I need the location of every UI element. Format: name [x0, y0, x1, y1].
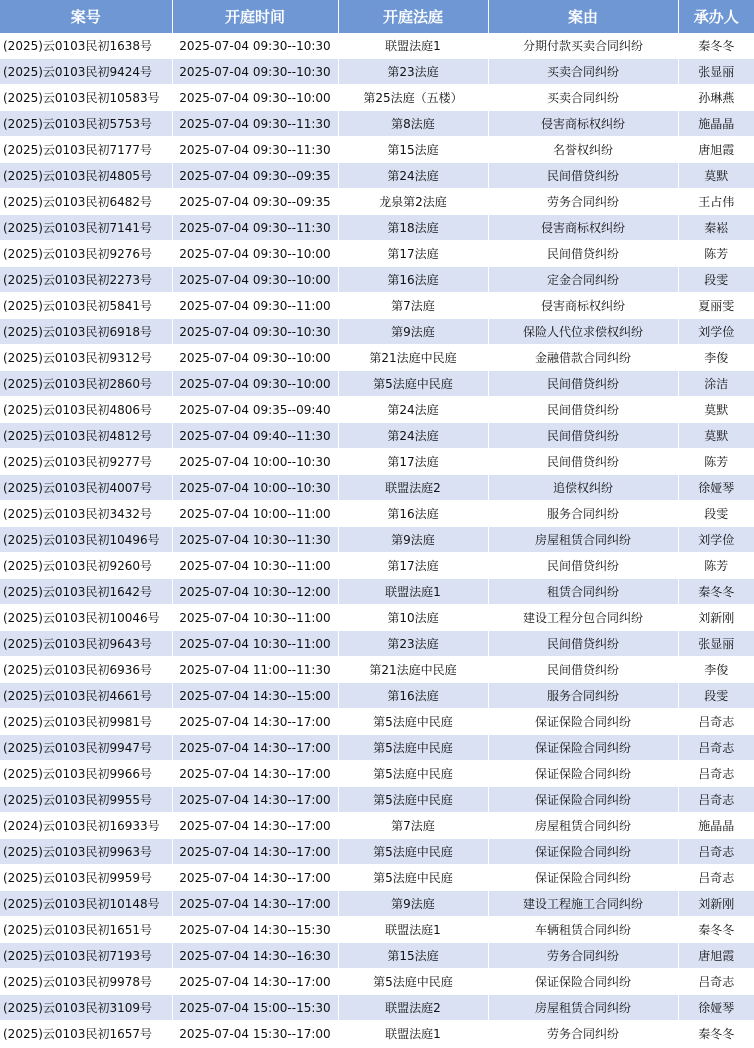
header-judge: 承办人 [678, 0, 754, 33]
case-number-cell: (2025)云0103民初9966号 [0, 761, 172, 787]
table-row [0, 657, 754, 683]
table-row [0, 709, 754, 735]
case-cause-cell: 保证保险合同纠纷 [488, 709, 678, 735]
courtroom-cell: 第10法庭 [338, 605, 488, 631]
courtroom-cell: 第25法庭（五楼） [338, 85, 488, 111]
judge-cell: 秦冬冬 [678, 579, 754, 605]
table-row [0, 397, 754, 423]
judge-cell: 唐旭霞 [678, 943, 754, 969]
courtroom-cell: 第5法庭中民庭 [338, 865, 488, 891]
case-cause-cell: 名誉权纠纷 [488, 137, 678, 163]
case-cause-cell: 建设工程施工合同纠纷 [488, 891, 678, 917]
table-row [0, 319, 754, 345]
judge-cell: 徐娅琴 [678, 475, 754, 501]
judge-cell: 吕奇志 [678, 709, 754, 735]
hearing-time-cell: 2025-07-04 10:30--11:00 [172, 605, 338, 631]
case-cause-cell: 民间借贷纠纷 [488, 371, 678, 397]
case-cause-cell: 建设工程分包合同纠纷 [488, 605, 678, 631]
header-case-number: 案号 [0, 0, 172, 33]
judge-cell: 李俊 [678, 345, 754, 371]
table-row [0, 267, 754, 293]
table-row [0, 1021, 754, 1047]
judge-cell: 刘学俭 [678, 527, 754, 553]
case-cause-cell: 保证保险合同纠纷 [488, 865, 678, 891]
judge-cell: 秦崧 [678, 215, 754, 241]
hearing-time-cell: 2025-07-04 09:30--10:30 [172, 33, 338, 59]
hearing-time-cell: 2025-07-04 14:30--17:00 [172, 709, 338, 735]
case-cause-cell: 民间借贷纠纷 [488, 553, 678, 579]
case-number-cell: (2025)云0103民初9955号 [0, 787, 172, 813]
case-cause-cell: 侵害商标权纠纷 [488, 293, 678, 319]
case-cause-cell: 侵害商标权纠纷 [488, 215, 678, 241]
table-row [0, 839, 754, 865]
judge-cell: 李俊 [678, 657, 754, 683]
hearing-time-cell: 2025-07-04 09:35--09:40 [172, 397, 338, 423]
table-row [0, 605, 754, 631]
courtroom-cell: 第16法庭 [338, 267, 488, 293]
courtroom-cell: 第5法庭中民庭 [338, 761, 488, 787]
case-number-cell: (2025)云0103民初9959号 [0, 865, 172, 891]
case-number-cell: (2025)云0103民初4805号 [0, 163, 172, 189]
judge-cell: 陈芳 [678, 241, 754, 267]
case-number-cell: (2025)云0103民初9981号 [0, 709, 172, 735]
judge-cell: 莫默 [678, 423, 754, 449]
judge-cell: 吕奇志 [678, 839, 754, 865]
case-cause-cell: 保证保险合同纠纷 [488, 969, 678, 995]
case-number-cell: (2025)云0103民初9276号 [0, 241, 172, 267]
judge-cell: 陈芳 [678, 553, 754, 579]
judge-cell: 刘新刚 [678, 605, 754, 631]
judge-cell: 夏丽雯 [678, 293, 754, 319]
courtroom-cell: 第8法庭 [338, 111, 488, 137]
judge-cell: 段雯 [678, 267, 754, 293]
case-number-cell: (2025)云0103民初5753号 [0, 111, 172, 137]
table-row [0, 215, 754, 241]
case-number-cell: (2025)云0103民初6482号 [0, 189, 172, 215]
case-number-cell: (2025)云0103民初1642号 [0, 579, 172, 605]
case-cause-cell: 房屋租赁合同纠纷 [488, 813, 678, 839]
courtroom-cell: 第17法庭 [338, 553, 488, 579]
courtroom-cell: 第5法庭中民庭 [338, 371, 488, 397]
hearing-time-cell: 2025-07-04 09:30--10:30 [172, 59, 338, 85]
hearing-time-cell: 2025-07-04 14:30--15:00 [172, 683, 338, 709]
case-number-cell: (2025)云0103民初4661号 [0, 683, 172, 709]
table-row [0, 891, 754, 917]
case-number-cell: (2025)云0103民初1638号 [0, 33, 172, 59]
case-cause-cell: 民间借贷纠纷 [488, 657, 678, 683]
courtroom-cell: 第5法庭中民庭 [338, 969, 488, 995]
courtroom-cell: 第24法庭 [338, 397, 488, 423]
case-cause-cell: 分期付款买卖合同纠纷 [488, 33, 678, 59]
hearing-time-cell: 2025-07-04 14:30--16:30 [172, 943, 338, 969]
case-number-cell: (2025)云0103民初9963号 [0, 839, 172, 865]
table-row [0, 761, 754, 787]
table-row [0, 241, 754, 267]
case-cause-cell: 民间借贷纠纷 [488, 241, 678, 267]
hearing-time-cell: 2025-07-04 14:30--15:30 [172, 917, 338, 943]
table-row [0, 527, 754, 553]
courtroom-cell: 联盟法庭1 [338, 33, 488, 59]
table-row [0, 995, 754, 1021]
case-cause-cell: 民间借贷纠纷 [488, 397, 678, 423]
case-number-cell: (2025)云0103民初7193号 [0, 943, 172, 969]
table-row [0, 969, 754, 995]
case-number-cell: (2025)云0103民初1651号 [0, 917, 172, 943]
judge-cell: 秦冬冬 [678, 33, 754, 59]
case-number-cell: (2025)云0103民初4806号 [0, 397, 172, 423]
hearing-time-cell: 2025-07-04 09:30--09:35 [172, 163, 338, 189]
hearing-time-cell: 2025-07-04 10:00--10:30 [172, 475, 338, 501]
hearing-time-cell: 2025-07-04 09:30--11:30 [172, 137, 338, 163]
hearing-time-cell: 2025-07-04 11:00--11:30 [172, 657, 338, 683]
table-row [0, 683, 754, 709]
hearing-time-cell: 2025-07-04 14:30--17:00 [172, 761, 338, 787]
case-cause-cell: 劳务合同纠纷 [488, 1021, 678, 1047]
header-case-cause: 案由 [488, 0, 678, 33]
table-row [0, 943, 754, 969]
hearing-time-cell: 2025-07-04 09:30--11:00 [172, 293, 338, 319]
case-cause-cell: 定金合同纠纷 [488, 267, 678, 293]
case-cause-cell: 保险人代位求偿权纠纷 [488, 319, 678, 345]
hearing-time-cell: 2025-07-04 10:30--11:00 [172, 553, 338, 579]
table-row [0, 475, 754, 501]
table-row [0, 579, 754, 605]
case-number-cell: (2025)云0103民初6918号 [0, 319, 172, 345]
courtroom-cell: 第5法庭中民庭 [338, 787, 488, 813]
table-row [0, 137, 754, 163]
table-row [0, 813, 754, 839]
case-cause-cell: 劳务合同纠纷 [488, 189, 678, 215]
case-cause-cell: 车辆租赁合同纠纷 [488, 917, 678, 943]
courtroom-cell: 第16法庭 [338, 501, 488, 527]
case-number-cell: (2025)云0103民初10583号 [0, 85, 172, 111]
judge-cell: 张显丽 [678, 631, 754, 657]
case-number-cell: (2024)云0103民初16933号 [0, 813, 172, 839]
hearing-time-cell: 2025-07-04 10:30--12:00 [172, 579, 338, 605]
judge-cell: 吕奇志 [678, 969, 754, 995]
table-row [0, 371, 754, 397]
judge-cell: 秦冬冬 [678, 1021, 754, 1047]
judge-cell: 段雯 [678, 683, 754, 709]
courtroom-cell: 第18法庭 [338, 215, 488, 241]
table-row [0, 501, 754, 527]
case-cause-cell: 劳务合同纠纷 [488, 943, 678, 969]
case-number-cell: (2025)云0103民初10046号 [0, 605, 172, 631]
courtroom-cell: 第15法庭 [338, 137, 488, 163]
case-cause-cell: 买卖合同纠纷 [488, 85, 678, 111]
courtroom-cell: 第16法庭 [338, 683, 488, 709]
judge-cell: 陈芳 [678, 449, 754, 475]
case-number-cell: (2025)云0103民初9978号 [0, 969, 172, 995]
table-row [0, 865, 754, 891]
case-number-cell: (2025)云0103民初3109号 [0, 995, 172, 1021]
case-number-cell: (2025)云0103民初9312号 [0, 345, 172, 371]
judge-cell: 刘学俭 [678, 319, 754, 345]
courtroom-cell: 第5法庭中民庭 [338, 709, 488, 735]
case-cause-cell: 民间借贷纠纷 [488, 163, 678, 189]
hearing-time-cell: 2025-07-04 09:30--11:30 [172, 111, 338, 137]
case-number-cell: (2025)云0103民初9643号 [0, 631, 172, 657]
hearing-time-cell: 2025-07-04 09:30--09:35 [172, 189, 338, 215]
case-number-cell: (2025)云0103民初10148号 [0, 891, 172, 917]
hearing-time-cell: 2025-07-04 09:30--10:00 [172, 345, 338, 371]
case-cause-cell: 追偿权纠纷 [488, 475, 678, 501]
courtroom-cell: 联盟法庭1 [338, 579, 488, 605]
header-courtroom: 开庭法庭 [338, 0, 488, 33]
table-row [0, 33, 754, 59]
case-cause-cell: 侵害商标权纠纷 [488, 111, 678, 137]
judge-cell: 吕奇志 [678, 865, 754, 891]
case-cause-cell: 房屋租赁合同纠纷 [488, 995, 678, 1021]
table-row [0, 553, 754, 579]
courtroom-cell: 龙泉第2法庭 [338, 189, 488, 215]
case-cause-cell: 租赁合同纠纷 [488, 579, 678, 605]
table-row [0, 631, 754, 657]
courtroom-cell: 第24法庭 [338, 423, 488, 449]
case-cause-cell: 民间借贷纠纷 [488, 423, 678, 449]
table-row [0, 735, 754, 761]
case-number-cell: (2025)云0103民初9277号 [0, 449, 172, 475]
table-row [0, 59, 754, 85]
table-row [0, 917, 754, 943]
judge-cell: 莫默 [678, 397, 754, 423]
table-row [0, 189, 754, 215]
courtroom-cell: 第23法庭 [338, 631, 488, 657]
judge-cell: 刘新刚 [678, 891, 754, 917]
case-cause-cell: 民间借贷纠纷 [488, 449, 678, 475]
case-number-cell: (2025)云0103民初9424号 [0, 59, 172, 85]
courtroom-cell: 联盟法庭1 [338, 917, 488, 943]
case-cause-cell: 民间借贷纠纷 [488, 631, 678, 657]
table-row [0, 163, 754, 189]
case-number-cell: (2025)云0103民初3432号 [0, 501, 172, 527]
courtroom-cell: 联盟法庭2 [338, 995, 488, 1021]
courtroom-cell: 第9法庭 [338, 319, 488, 345]
case-cause-cell: 保证保险合同纠纷 [488, 761, 678, 787]
hearing-time-cell: 2025-07-04 14:30--17:00 [172, 969, 338, 995]
hearing-time-cell: 2025-07-04 09:40--11:30 [172, 423, 338, 449]
judge-cell: 张显丽 [678, 59, 754, 85]
judge-cell: 施晶晶 [678, 111, 754, 137]
hearing-time-cell: 2025-07-04 14:30--17:00 [172, 813, 338, 839]
hearing-time-cell: 2025-07-04 14:30--17:00 [172, 787, 338, 813]
judge-cell: 段雯 [678, 501, 754, 527]
table-row [0, 449, 754, 475]
case-cause-cell: 服务合同纠纷 [488, 683, 678, 709]
case-number-cell: (2025)云0103民初4007号 [0, 475, 172, 501]
table-row [0, 345, 754, 371]
courtroom-cell: 第7法庭 [338, 293, 488, 319]
case-cause-cell: 金融借款合同纠纷 [488, 345, 678, 371]
hearing-time-cell: 2025-07-04 14:30--17:00 [172, 735, 338, 761]
case-number-cell: (2025)云0103民初10496号 [0, 527, 172, 553]
courtroom-cell: 第7法庭 [338, 813, 488, 839]
header-hearing-time: 开庭时间 [172, 0, 338, 33]
courtroom-cell: 联盟法庭2 [338, 475, 488, 501]
hearing-time-cell: 2025-07-04 14:30--17:00 [172, 839, 338, 865]
courtroom-cell: 第5法庭中民庭 [338, 735, 488, 761]
hearing-time-cell: 2025-07-04 14:30--17:00 [172, 865, 338, 891]
hearing-time-cell: 2025-07-04 09:30--10:00 [172, 241, 338, 267]
table-row [0, 293, 754, 319]
hearing-time-cell: 2025-07-04 10:00--11:00 [172, 501, 338, 527]
courtroom-cell: 联盟法庭1 [338, 1021, 488, 1047]
judge-cell: 秦冬冬 [678, 917, 754, 943]
judge-cell: 吕奇志 [678, 787, 754, 813]
courtroom-cell: 第9法庭 [338, 891, 488, 917]
schedule-body [0, 33, 754, 1047]
case-number-cell: (2025)云0103民初2860号 [0, 371, 172, 397]
table-row [0, 85, 754, 111]
hearing-time-cell: 2025-07-04 09:30--10:00 [172, 85, 338, 111]
judge-cell: 孙琳燕 [678, 85, 754, 111]
table-row [0, 787, 754, 813]
courtroom-cell: 第9法庭 [338, 527, 488, 553]
case-cause-cell: 保证保险合同纠纷 [488, 839, 678, 865]
case-number-cell: (2025)云0103民初7141号 [0, 215, 172, 241]
hearing-time-cell: 2025-07-04 09:30--10:00 [172, 267, 338, 293]
courtroom-cell: 第21法庭中民庭 [338, 345, 488, 371]
case-number-cell: (2025)云0103民初2273号 [0, 267, 172, 293]
judge-cell: 吕奇志 [678, 761, 754, 787]
judge-cell: 王占伟 [678, 189, 754, 215]
judge-cell: 施晶晶 [678, 813, 754, 839]
case-cause-cell: 房屋租赁合同纠纷 [488, 527, 678, 553]
judge-cell: 吕奇志 [678, 735, 754, 761]
table-row [0, 111, 754, 137]
case-number-cell: (2025)云0103民初1657号 [0, 1021, 172, 1047]
hearing-time-cell: 2025-07-04 14:30--17:00 [172, 891, 338, 917]
hearing-time-cell: 2025-07-04 15:00--15:30 [172, 995, 338, 1021]
case-cause-cell: 买卖合同纠纷 [488, 59, 678, 85]
case-number-cell: (2025)云0103民初9260号 [0, 553, 172, 579]
hearing-time-cell: 2025-07-04 10:00--10:30 [172, 449, 338, 475]
courtroom-cell: 第17法庭 [338, 449, 488, 475]
judge-cell: 涂洁 [678, 371, 754, 397]
case-number-cell: (2025)云0103民初9947号 [0, 735, 172, 761]
hearing-time-cell: 2025-07-04 09:30--10:00 [172, 371, 338, 397]
header-row [0, 0, 754, 33]
judge-cell: 徐娅琴 [678, 995, 754, 1021]
hearing-time-cell: 2025-07-04 09:30--10:30 [172, 319, 338, 345]
courtroom-cell: 第21法庭中民庭 [338, 657, 488, 683]
table-row [0, 423, 754, 449]
case-cause-cell: 服务合同纠纷 [488, 501, 678, 527]
hearing-time-cell: 2025-07-04 10:30--11:00 [172, 631, 338, 657]
judge-cell: 莫默 [678, 163, 754, 189]
judge-cell: 唐旭霞 [678, 137, 754, 163]
courtroom-cell: 第17法庭 [338, 241, 488, 267]
case-cause-cell: 保证保险合同纠纷 [488, 735, 678, 761]
case-number-cell: (2025)云0103民初7177号 [0, 137, 172, 163]
courtroom-cell: 第24法庭 [338, 163, 488, 189]
courtroom-cell: 第15法庭 [338, 943, 488, 969]
case-number-cell: (2025)云0103民初5841号 [0, 293, 172, 319]
case-cause-cell: 保证保险合同纠纷 [488, 787, 678, 813]
case-number-cell: (2025)云0103民初4812号 [0, 423, 172, 449]
hearing-time-cell: 2025-07-04 15:30--17:00 [172, 1021, 338, 1047]
hearing-time-cell: 2025-07-04 10:30--11:30 [172, 527, 338, 553]
courtroom-cell: 第23法庭 [338, 59, 488, 85]
courtroom-cell: 第5法庭中民庭 [338, 839, 488, 865]
hearing-time-cell: 2025-07-04 09:30--11:30 [172, 215, 338, 241]
case-number-cell: (2025)云0103民初6936号 [0, 657, 172, 683]
